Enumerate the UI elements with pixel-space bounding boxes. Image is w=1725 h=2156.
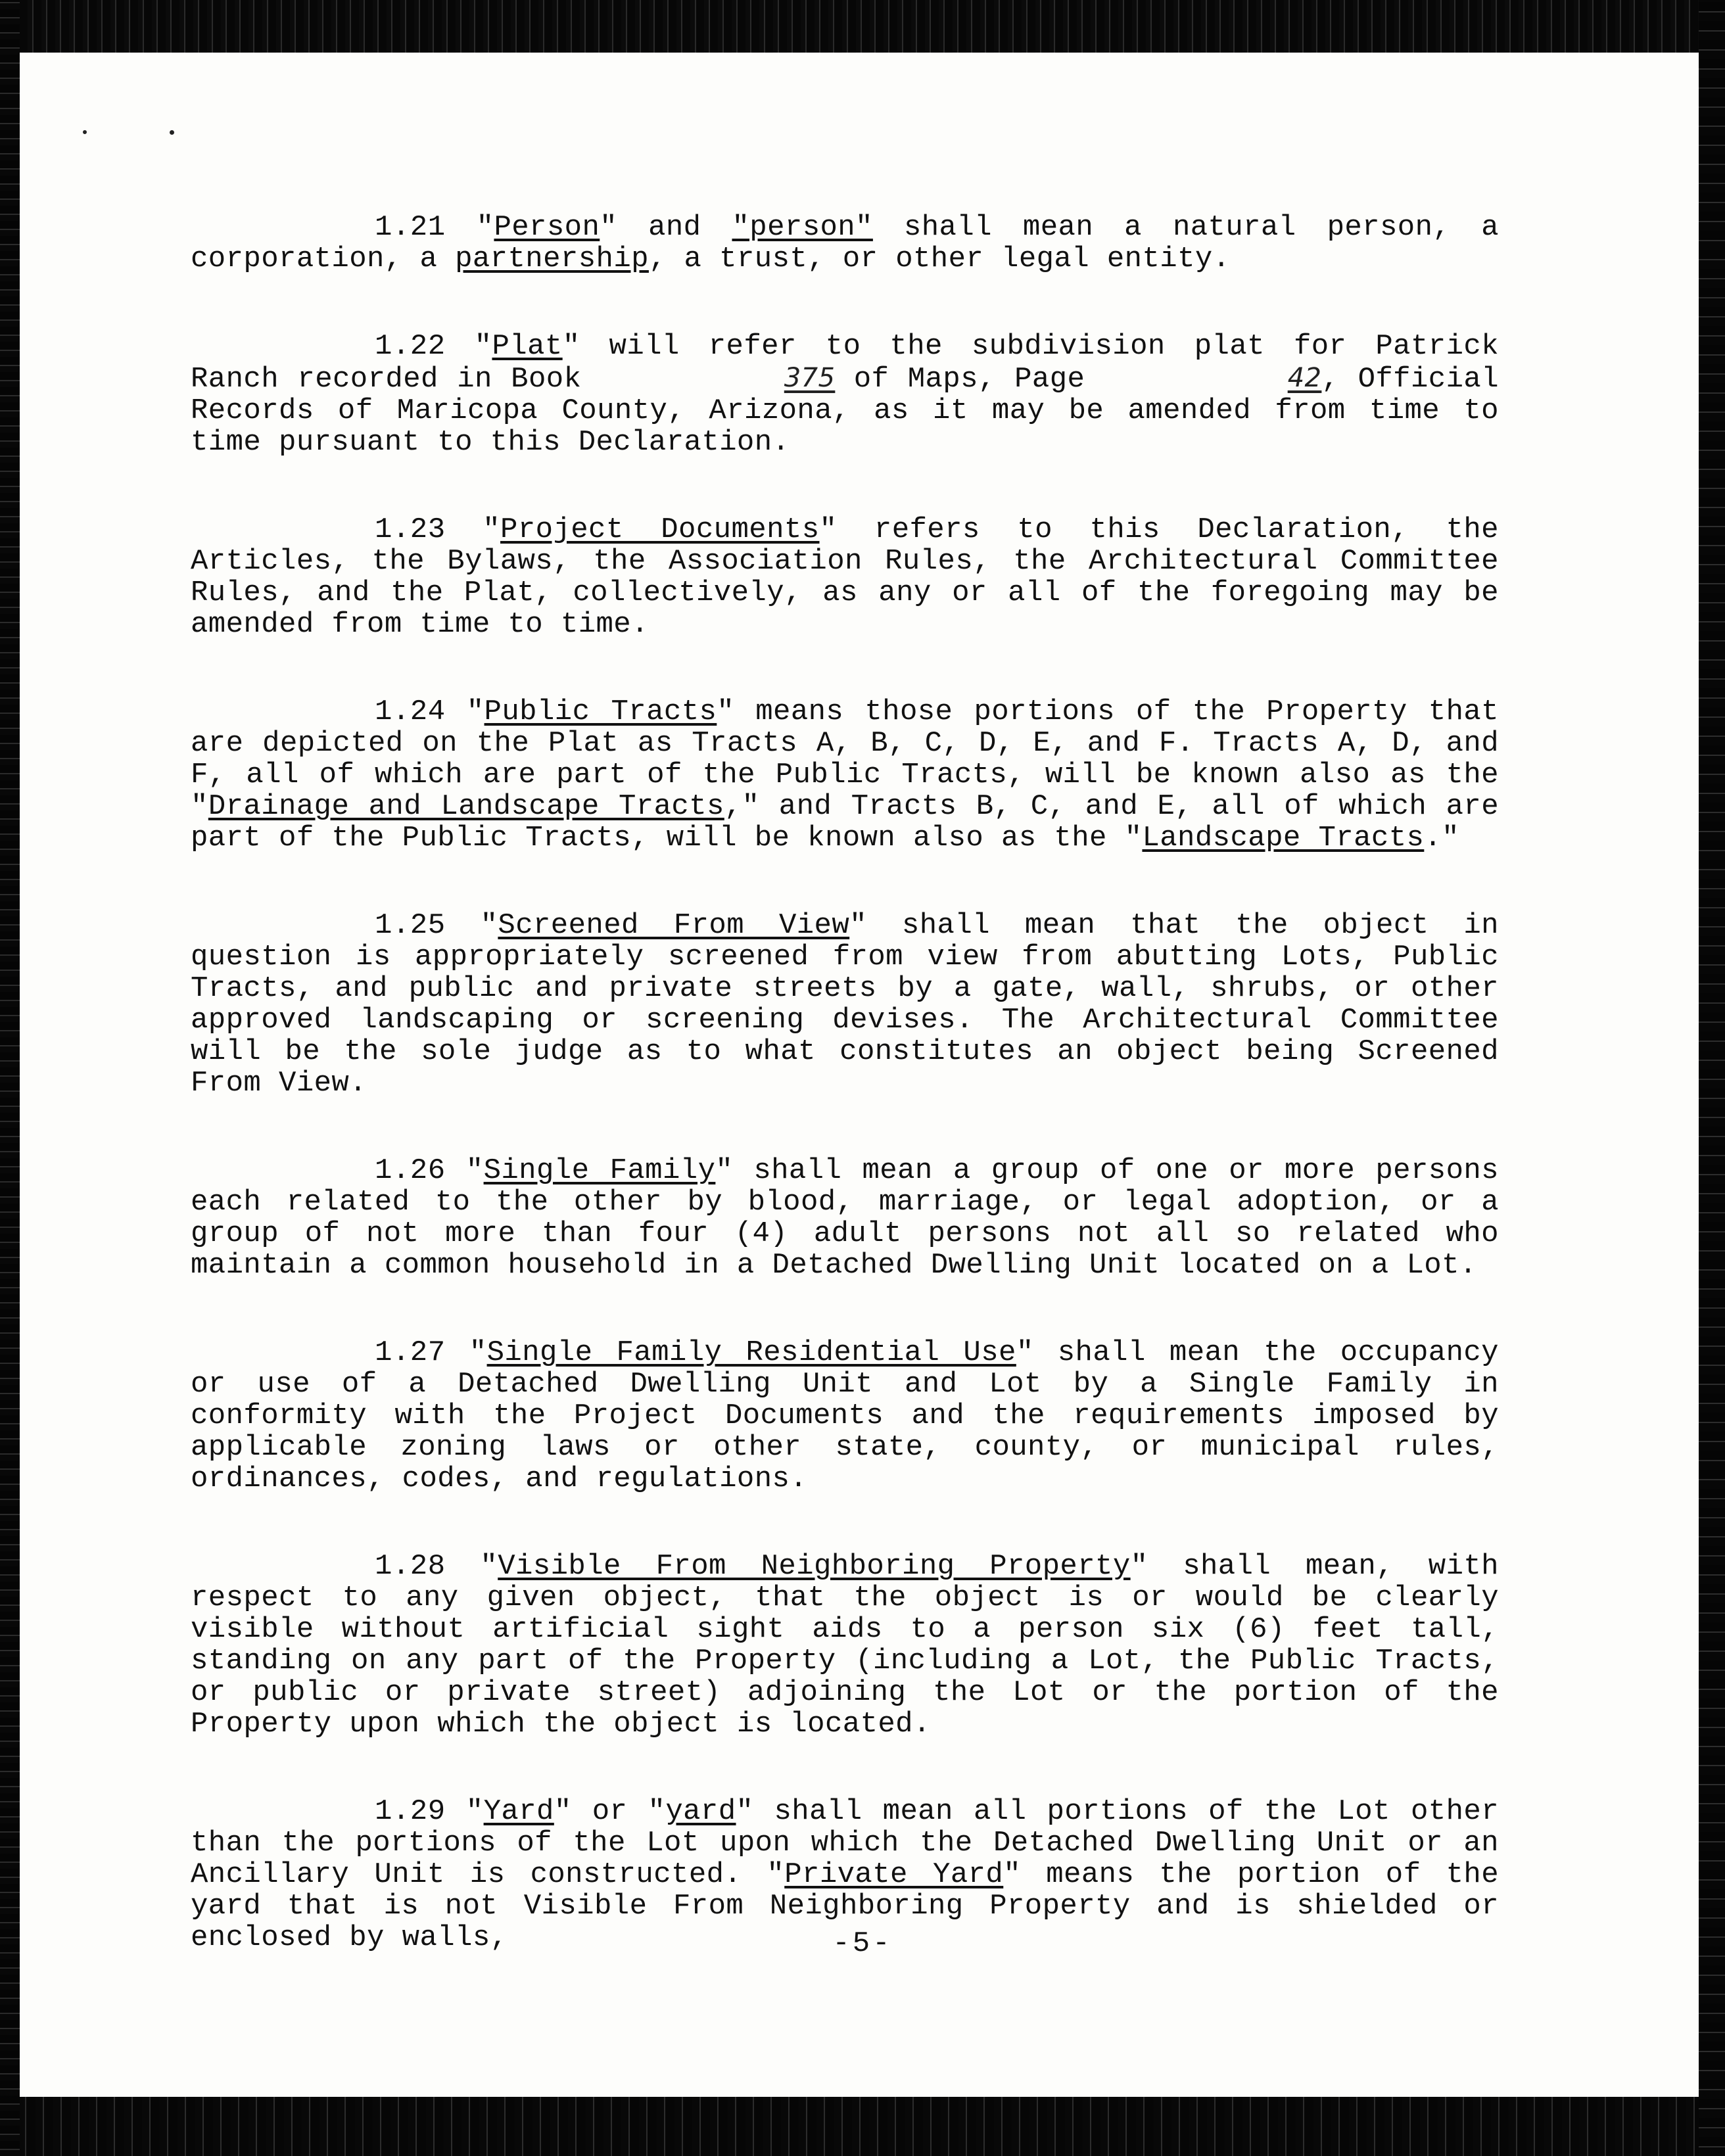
document-body [191,212,1499,2009]
definition-paragraph [191,331,1499,458]
defined-term: partnership [455,243,649,275]
defined-term: Landscape Tracts [1142,822,1425,855]
paragraph-text: " shall mean a group of one or more persons each related to the other by blood, marriage, or legal adoption, or a group of not more than four (4) adult persons not all so related who maintain a common household in a Detached Dwelling Unit located on a Lot. [191,1154,1499,1282]
defined-term: Single Family Residential Use [486,1336,1016,1369]
scan-border-right [1699,0,1725,2156]
paragraph-text: " and [600,211,732,244]
paragraph-text: " [466,695,484,728]
defined-term: Public Tracts [484,695,717,728]
section-number: 1.23 [375,513,446,546]
section-number: 1.24 [375,695,446,728]
scan-speck [170,130,174,135]
paragraph-text: " means those portions of the Property that are depicted on the Plat as Tracts A, B, C, D, E, and F. Tracts A, D, and F, all of which are part of the Public Tracts, will be known also as the " [191,695,1499,823]
page-number: -5- [832,1927,893,1960]
paragraph-text: " shall mean all portions of the Lot other than the portions of the Lot upon which the Detached Dwelling Unit or an Ancillary Unit is constructed. " [191,1795,1500,1891]
paragraph-text: " means the portion of the yard that is not Visible From Neighboring Property and is shielded or enclosed by walls, [191,1858,1499,1954]
defined-term: "person" [732,211,873,244]
definition-paragraph [191,1155,1499,1281]
section-number: 1.25 [375,909,446,942]
definition-paragraph [191,1551,1499,1740]
defined-term: yard [665,1795,736,1828]
section-number: 1.28 [375,1550,446,1583]
handwritten-fill-in: 42 [1287,363,1322,393]
defined-term: Drainage and Landscape Tracts [208,790,724,823]
section-number: 1.27 [375,1336,446,1369]
definition-paragraph [191,212,1499,275]
paragraph-text: " shall mean, with respect to any given object, that the object is or would be clearly visible without artificial sight aids to a person six (6) feet tall, standing on any part of the Property (including a Lot, the Public Tracts, or public or private street) adjoining the Lot or the portion of the Property upon which the object is located. [191,1550,1499,1741]
defined-term: Screened From View [498,909,850,942]
paragraph-text: ," and Tracts B, C, and E, all of which are part of the Public Tracts, will be known also as the " [191,790,1500,855]
defined-term: Person [494,211,600,244]
paragraph-text: , Official Records of Maricopa County, Arizona, as it may be amended from time to time pursuant to this Declaration. [191,363,1500,459]
definition-paragraph [191,696,1499,854]
paragraph-text: " [469,1336,487,1369]
scan-border-top [0,0,1725,53]
paragraph-text: " shall mean the occupancy or use of a Detached Dwelling Unit and Lot by a Single Family in conformity with the Project Documents and the requirements imposed by applicable zoning laws or other state, county, or municipal rules, ordinances, codes, and regulations. [191,1336,1499,1495]
definition-paragraph [191,514,1499,640]
scan-border-bottom [0,2097,1725,2156]
defined-term: Private Yard [784,1858,1004,1891]
paragraph-text: " will refer to the subdivision plat for Patrick Ranch recorded in Book [191,330,1500,396]
paragraph-text: " or " [554,1795,666,1828]
defined-term: Visible From Neighboring Property [498,1550,1131,1583]
paragraph-text: " refers to this Declaration, the Articles, the Bylaws, the Association Rules, the Architectural Committee Rules, and the Plat, collectively, as any or all of the foregoing may be amended from time to time. [191,513,1499,641]
defined-term: Yard [483,1795,554,1828]
paragraph-text: " [480,909,498,942]
paragraph-text: " [480,1550,498,1583]
paragraph-text: " [474,330,492,363]
section-number: 1.21 [375,211,446,244]
paragraph-text: , a trust, or other legal entity. [648,243,1231,275]
defined-term: Project Documents [500,513,820,546]
paragraph-text: of Maps, Page [835,363,1104,396]
scan-border-left [0,0,20,2156]
paragraph-text: shall mean a natural person, a corporation, a [191,211,1500,275]
paragraph-text: ." [1424,822,1459,855]
handwritten-fill-in: 375 [784,363,836,393]
definition-paragraph [191,910,1499,1099]
defined-term: Single Family [483,1154,716,1187]
paragraph-text: " [476,211,494,244]
section-number: 1.26 [375,1154,446,1187]
defined-term: Plat [492,330,563,363]
paragraph-text: " [483,513,501,546]
paragraph-text: " shall mean that the object in question is appropriately screened from view from abutting Lots, Public Tracts, and public and private streets by a gate, wall, shrubs, or other approved landscaping or screening devises. The Architectural Committee will be the sole judge as to what constitutes an object being Screened From View. [191,909,1499,1100]
paragraph-text: " [465,1795,484,1828]
section-number: 1.22 [375,330,446,363]
definition-paragraph [191,1337,1499,1495]
paragraph-text: " [465,1154,484,1187]
scan-speck [83,130,87,134]
section-number: 1.29 [375,1795,446,1828]
